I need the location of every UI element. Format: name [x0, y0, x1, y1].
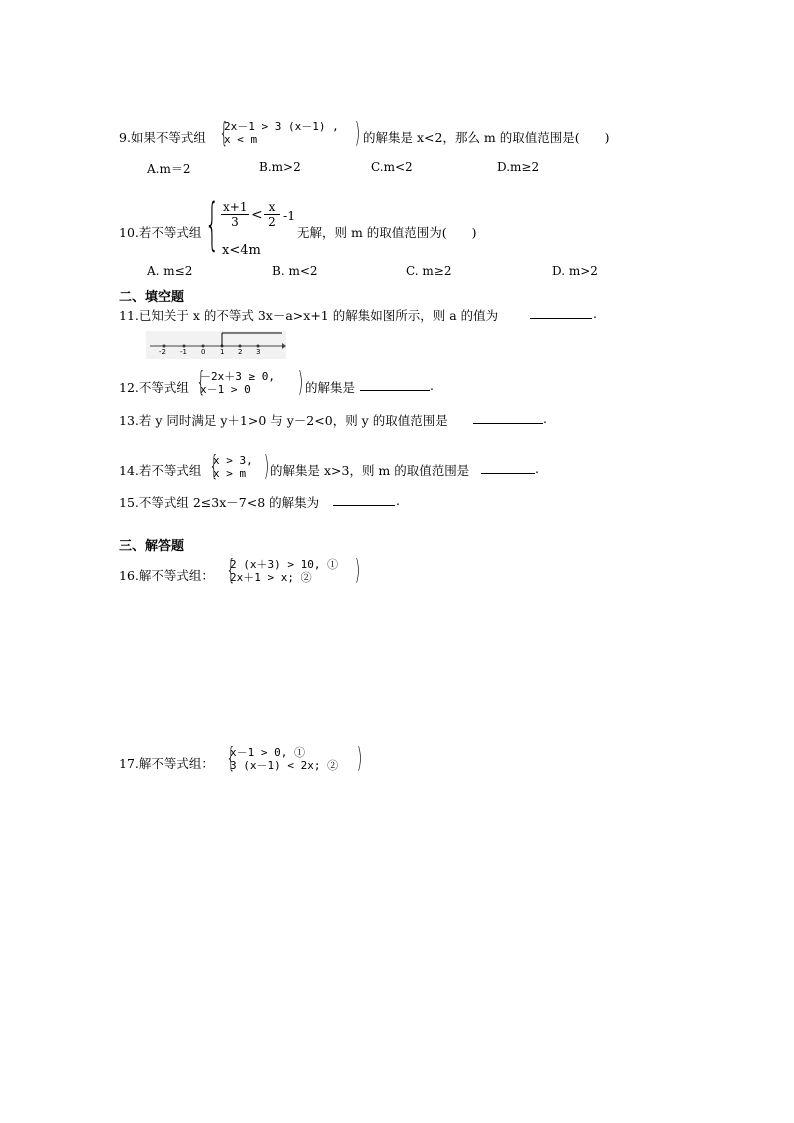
left-brace-icon: {: [226, 553, 236, 586]
q16-prefix: 16.解不等式组：: [119, 568, 214, 583]
q10-line2: x<4m: [222, 243, 261, 258]
q14-period: .: [535, 461, 539, 476]
q15-text: 15.不等式组 2≤3x－7<8 的解集为: [119, 495, 320, 510]
q9-line2: x < m: [224, 133, 258, 146]
tick-label: 2: [238, 348, 243, 356]
q10-frac1-denominator: 3: [231, 215, 239, 229]
left-brace-icon: {: [219, 116, 229, 149]
right-paren-icon: ): [354, 553, 361, 586]
q12-system: [200, 370, 275, 396]
q17-system: [230, 746, 338, 772]
q13-text: 13.若 y 同时满足 y＋1>0 与 y－2<0，则 y 的取值范围是: [119, 413, 448, 428]
tick-label: 0: [201, 348, 206, 356]
left-brace-icon: {: [205, 192, 220, 257]
q11-text: 11.已知关于 x 的不等式 3x－a>x+1 的解集如图所示，则 a 的值为: [119, 308, 499, 323]
q10-fraction-2: [264, 200, 280, 229]
q12-period: .: [430, 378, 434, 393]
q14-system: [213, 454, 253, 480]
q14-line2: x > m: [213, 467, 247, 480]
q17-line1: x－1 > 0, ①: [230, 746, 305, 759]
q16-line2: 2x＋1 > x; ②: [230, 571, 312, 584]
section-heading-fill-in: 二、填空题: [119, 290, 185, 305]
q16-system: [230, 558, 338, 584]
section-heading-solutions: 三、解答题: [119, 539, 185, 554]
right-paren-icon: ): [263, 449, 270, 482]
q10-suffix: 无解，则 m 的取值范围为( ): [297, 225, 477, 240]
tick-label: 3: [256, 348, 261, 356]
q12-suffix: 的解集是: [305, 380, 356, 395]
q12-line1: －2x＋3 ≥ 0,: [200, 370, 275, 383]
q15-answer-blank[interactable]: [333, 493, 395, 506]
q10-fraction-1: [221, 200, 249, 229]
q10-option-d: D. m>2: [552, 264, 598, 278]
q10-prefix: 10.若不等式组: [119, 225, 202, 240]
q9-option-c: C.m<2: [371, 160, 413, 174]
q14-line1: x > 3,: [213, 454, 253, 467]
q15-period: .: [396, 493, 400, 508]
q10-option-b: B. m<2: [272, 264, 318, 278]
left-brace-icon: {: [196, 365, 206, 398]
q12-answer-blank[interactable]: [360, 378, 430, 391]
q10-frac2-denominator: 2: [268, 215, 276, 229]
q10-option-a: A. m≤2: [147, 264, 193, 278]
q17-line2: 3 (x－1) < 2x; ②: [230, 759, 339, 772]
q10-option-c: C. m≥2: [406, 264, 452, 278]
left-brace-icon: {: [209, 449, 219, 482]
q9-system: [224, 120, 339, 146]
q9-line1: 2x－1 > 3 (x－1) ,: [224, 120, 339, 133]
q10-frac2-numerator: x: [264, 200, 280, 215]
q14-suffix: 的解集是 x>3，则 m 的取值范围是: [270, 463, 470, 478]
left-brace-icon: {: [226, 741, 236, 774]
q10-minus-one: -1: [283, 208, 296, 223]
right-paren-icon: ): [356, 741, 363, 774]
q9-option-b: B.m>2: [259, 160, 301, 174]
q12-line2: x－1 > 0: [200, 383, 251, 396]
right-paren-icon: ): [297, 365, 304, 398]
q16-line1: 2 (x＋3) > 10, ①: [230, 558, 339, 571]
q13-answer-blank[interactable]: [473, 411, 543, 424]
q10-less-than: <: [251, 207, 263, 223]
q9-option-d: D.m≥2: [497, 160, 540, 174]
tick-label: 1: [220, 348, 225, 356]
tick-label: -1: [180, 348, 187, 356]
q10-frac1-numerator: x+1: [223, 200, 248, 214]
q11-answer-blank[interactable]: [530, 306, 592, 319]
q11-period: .: [593, 306, 597, 321]
q9-option-a: A.m＝2: [147, 162, 191, 176]
q17-prefix: 17.解不等式组：: [119, 756, 214, 771]
number-line-figure: [146, 331, 286, 359]
right-paren-icon: ): [354, 116, 361, 149]
q9-prefix: 9.如果不等式组: [119, 130, 206, 145]
q9-suffix: 的解集是 x<2，那么 m 的取值范围是( ): [363, 130, 610, 145]
tick-label: -2: [159, 348, 166, 356]
number-line-svg: [146, 331, 286, 359]
q13-period: .: [543, 411, 547, 426]
q14-prefix: 14.若不等式组: [119, 463, 202, 478]
q12-prefix: 12.不等式组: [119, 380, 189, 395]
q14-answer-blank[interactable]: [481, 461, 535, 474]
